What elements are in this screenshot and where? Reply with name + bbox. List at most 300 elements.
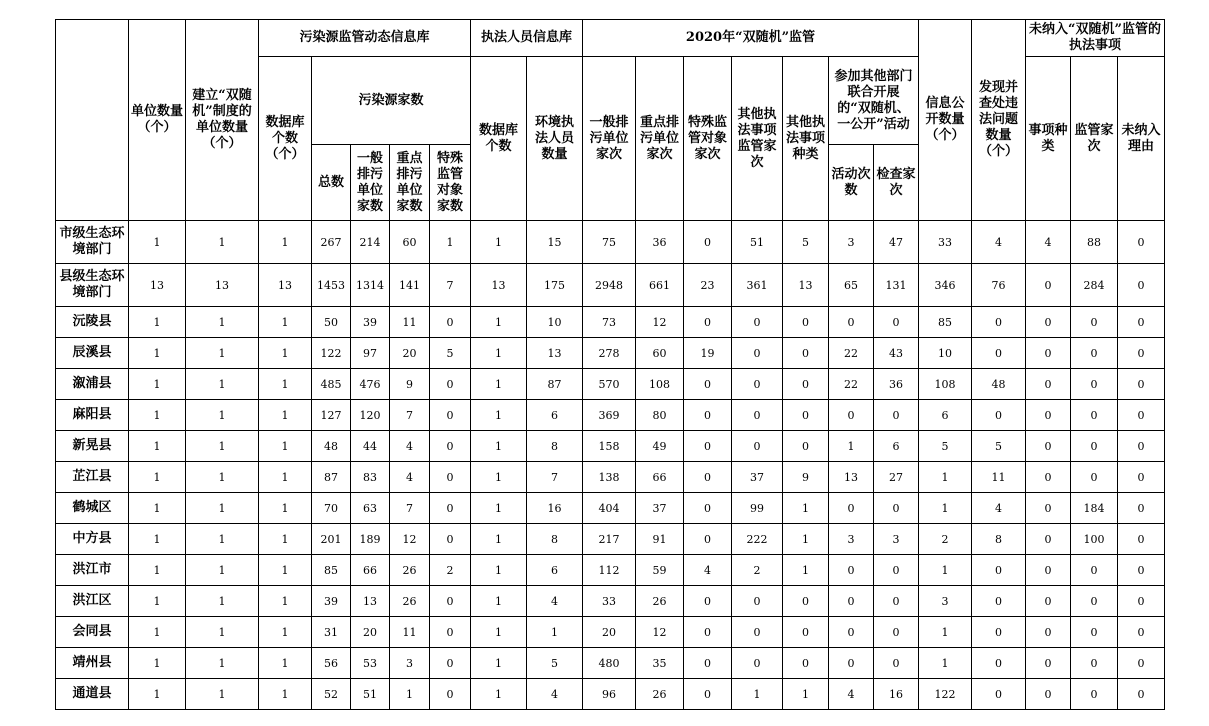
table-cell: 1	[259, 586, 312, 617]
table-cell: 2	[732, 555, 783, 586]
table-cell: 0	[1071, 462, 1118, 493]
table-cell: 0	[430, 493, 471, 524]
table-cell: 7	[390, 493, 430, 524]
table-cell: 361	[732, 264, 783, 307]
table-cell: 1	[186, 431, 259, 462]
table-cell: 2948	[583, 264, 636, 307]
table-cell: 97	[351, 338, 390, 369]
table-cell: 48	[312, 431, 351, 462]
table-cell: 1453	[312, 264, 351, 307]
table-cell: 0	[430, 462, 471, 493]
table-cell: 7	[527, 462, 583, 493]
header-pollution-db-group: 污染源监管动态信息库	[259, 20, 471, 57]
table-cell: 1	[129, 369, 186, 400]
table-cell: 1	[186, 493, 259, 524]
table-cell: 0	[972, 586, 1026, 617]
table-cell: 0	[1071, 369, 1118, 400]
table-cell: 35	[636, 648, 684, 679]
table-cell: 1	[471, 221, 527, 264]
table-cell: 13	[186, 264, 259, 307]
row-label: 中方县	[56, 524, 129, 555]
table-cell: 3	[874, 524, 919, 555]
row-label: 市级生态环境部门	[56, 221, 129, 264]
table-cell: 1	[471, 338, 527, 369]
table-cell: 120	[351, 400, 390, 431]
table-cell: 65	[829, 264, 874, 307]
table-cell: 1	[471, 586, 527, 617]
table-cell: 1	[259, 679, 312, 710]
table-cell: 63	[351, 493, 390, 524]
table-cell: 11	[390, 307, 430, 338]
table-cell: 0	[1026, 369, 1071, 400]
table-cell: 0	[684, 221, 732, 264]
table-cell: 85	[919, 307, 972, 338]
table-cell: 12	[636, 617, 684, 648]
table-cell: 0	[732, 617, 783, 648]
table-cell: 0	[874, 586, 919, 617]
table-cell: 0	[1118, 679, 1165, 710]
table-cell: 1	[129, 338, 186, 369]
table-cell: 1	[471, 648, 527, 679]
table-cell: 6	[527, 555, 583, 586]
table-cell: 31	[312, 617, 351, 648]
table-cell: 22	[829, 338, 874, 369]
table-cell: 278	[583, 338, 636, 369]
table-cell: 7	[390, 400, 430, 431]
header-sup-other-types: 其他执法事项种类	[783, 57, 829, 221]
table-cell: 3	[390, 648, 430, 679]
table-cell: 0	[783, 369, 829, 400]
table-cell: 0	[972, 617, 1026, 648]
table-cell: 1	[186, 338, 259, 369]
table-cell: 1	[186, 555, 259, 586]
table-cell: 0	[732, 431, 783, 462]
table-cell: 99	[732, 493, 783, 524]
table-cell: 1	[919, 493, 972, 524]
table-cell: 0	[1118, 586, 1165, 617]
table-cell: 1	[471, 555, 527, 586]
table-cell: 2	[919, 524, 972, 555]
table-cell: 1	[259, 431, 312, 462]
table-cell: 10	[919, 338, 972, 369]
table-cell: 4	[390, 431, 430, 462]
table-row	[56, 555, 1165, 586]
table-cell: 9	[390, 369, 430, 400]
table-cell: 0	[972, 307, 1026, 338]
table-cell: 1	[259, 338, 312, 369]
table-cell: 15	[527, 221, 583, 264]
statistics-table	[55, 19, 1165, 710]
table-cell: 5	[527, 648, 583, 679]
table-cell: 0	[732, 400, 783, 431]
table-cell: 27	[874, 462, 919, 493]
table-cell: 1	[919, 462, 972, 493]
row-label: 鹤城区	[56, 493, 129, 524]
table-row	[56, 307, 1165, 338]
table-cell: 0	[1026, 307, 1071, 338]
header-violations: 发现并查处违法问题数量（个）	[972, 20, 1026, 221]
table-cell: 8	[527, 431, 583, 462]
table-cell: 138	[583, 462, 636, 493]
table-cell: 3	[829, 524, 874, 555]
row-label: 通道县	[56, 679, 129, 710]
table-cell: 13	[783, 264, 829, 307]
table-cell: 0	[874, 400, 919, 431]
table-cell: 1	[129, 617, 186, 648]
table-cell: 0	[684, 462, 732, 493]
table-cell: 48	[972, 369, 1026, 400]
table-cell: 141	[390, 264, 430, 307]
table-cell: 2	[430, 555, 471, 586]
table-cell: 12	[636, 307, 684, 338]
table-row	[56, 264, 1165, 307]
table-cell: 1	[259, 617, 312, 648]
table-cell: 1	[259, 524, 312, 555]
table-row	[56, 400, 1165, 431]
table-cell: 1	[186, 307, 259, 338]
table-cell: 127	[312, 400, 351, 431]
table-cell: 0	[1026, 679, 1071, 710]
table-cell: 56	[312, 648, 351, 679]
table-cell: 4	[390, 462, 430, 493]
table-cell: 0	[1118, 338, 1165, 369]
table-cell: 3	[829, 221, 874, 264]
header-info-public: 信息公开数量（个）	[919, 20, 972, 221]
table-cell: 1	[919, 555, 972, 586]
row-label: 会同县	[56, 617, 129, 648]
table-cell: 184	[1071, 493, 1118, 524]
table-cell: 0	[1026, 617, 1071, 648]
table-cell: 214	[351, 221, 390, 264]
table-cell: 87	[312, 462, 351, 493]
table-cell: 0	[684, 586, 732, 617]
table-cell: 0	[1118, 524, 1165, 555]
table-cell: 16	[527, 493, 583, 524]
table-cell: 0	[829, 493, 874, 524]
table-cell: 1	[186, 369, 259, 400]
table-cell: 26	[636, 679, 684, 710]
table-cell: 76	[972, 264, 1026, 307]
table-cell: 13	[129, 264, 186, 307]
header-enforcement-group: 执法人员信息库	[471, 20, 583, 57]
table-cell: 1	[471, 524, 527, 555]
row-label: 靖州县	[56, 648, 129, 679]
table-cell: 83	[351, 462, 390, 493]
table-cell: 1	[919, 617, 972, 648]
table-cell: 1	[527, 617, 583, 648]
table-cell: 0	[972, 648, 1026, 679]
table-cell: 6	[919, 400, 972, 431]
table-cell: 4	[527, 586, 583, 617]
header-joint-count: 活动次数	[829, 145, 874, 221]
table-cell: 51	[732, 221, 783, 264]
header-not-included-group: 未纳入“双随机”监管的执法事项	[1026, 20, 1165, 57]
table-cell: 108	[919, 369, 972, 400]
table-cell: 13	[527, 338, 583, 369]
row-label: 洪江市	[56, 555, 129, 586]
table-cell: 1	[732, 679, 783, 710]
table-cell: 36	[636, 221, 684, 264]
table-cell: 1	[186, 648, 259, 679]
table-cell: 570	[583, 369, 636, 400]
header-joint-group: 参加其他部门联合开展的“双随机、一公开”活动	[829, 57, 919, 145]
table-cell: 0	[1118, 307, 1165, 338]
table-cell: 485	[312, 369, 351, 400]
table-cell: 12	[390, 524, 430, 555]
table-cell: 87	[527, 369, 583, 400]
table-cell: 108	[636, 369, 684, 400]
table-cell: 0	[783, 307, 829, 338]
table-cell: 1	[129, 524, 186, 555]
table-cell: 0	[783, 648, 829, 679]
table-cell: 201	[312, 524, 351, 555]
table-cell: 0	[1026, 586, 1071, 617]
table-cell: 0	[1026, 555, 1071, 586]
table-cell: 37	[732, 462, 783, 493]
header-pollution-source-group: 污染源家数	[312, 57, 471, 145]
table-cell: 70	[312, 493, 351, 524]
table-cell: 1	[129, 400, 186, 431]
row-label: 沅陵县	[56, 307, 129, 338]
table-cell: 36	[874, 369, 919, 400]
table-cell: 20	[390, 338, 430, 369]
table-cell: 0	[1118, 400, 1165, 431]
table-cell: 122	[312, 338, 351, 369]
table-cell: 0	[1118, 617, 1165, 648]
table-cell: 1	[129, 462, 186, 493]
table-cell: 66	[636, 462, 684, 493]
header-enf-db-count: 数据库个数	[471, 57, 527, 221]
table-cell: 0	[783, 617, 829, 648]
table-cell: 0	[1071, 679, 1118, 710]
table-cell: 1	[186, 221, 259, 264]
table-cell: 0	[732, 307, 783, 338]
row-label: 麻阳县	[56, 400, 129, 431]
table-cell: 4	[1026, 221, 1071, 264]
row-label: 洪江区	[56, 586, 129, 617]
table-cell: 0	[829, 648, 874, 679]
table-cell: 8	[972, 524, 1026, 555]
table-cell: 5	[430, 338, 471, 369]
table-row	[56, 369, 1165, 400]
table-cell: 0	[1026, 338, 1071, 369]
table-cell: 1	[259, 307, 312, 338]
table-cell: 51	[351, 679, 390, 710]
table-cell: 0	[1118, 221, 1165, 264]
header-db-count: 数据库个数（个）	[259, 57, 312, 221]
table-cell: 1	[390, 679, 430, 710]
table-cell: 33	[919, 221, 972, 264]
table-cell: 0	[684, 400, 732, 431]
table-cell: 0	[874, 493, 919, 524]
table-cell: 1	[783, 524, 829, 555]
table-cell: 20	[583, 617, 636, 648]
table-cell: 10	[527, 307, 583, 338]
table-header	[56, 20, 1165, 221]
table-cell: 1	[186, 524, 259, 555]
table-cell: 0	[684, 307, 732, 338]
header-ni-types: 事项种类	[1026, 57, 1071, 221]
table-cell: 0	[783, 400, 829, 431]
table-cell: 0	[1071, 400, 1118, 431]
table-cell: 96	[583, 679, 636, 710]
table-cell: 0	[1026, 431, 1071, 462]
table-cell: 1	[259, 400, 312, 431]
table-row	[56, 617, 1165, 648]
table-cell: 0	[430, 524, 471, 555]
table-cell: 0	[874, 307, 919, 338]
table-cell: 4	[972, 493, 1026, 524]
header-ni-reason: 未纳入理由	[1118, 57, 1165, 221]
corner-cell	[56, 20, 129, 221]
row-label: 芷江县	[56, 462, 129, 493]
table-cell: 0	[972, 555, 1026, 586]
table-cell: 404	[583, 493, 636, 524]
table-cell: 1	[259, 555, 312, 586]
table-cell: 0	[684, 617, 732, 648]
table-cell: 1	[186, 400, 259, 431]
table-row	[56, 338, 1165, 369]
header-ni-checks: 监管家次	[1071, 57, 1118, 221]
table-cell: 131	[874, 264, 919, 307]
table-cell: 7	[430, 264, 471, 307]
table-cell: 1	[129, 493, 186, 524]
table-cell: 5	[783, 221, 829, 264]
table-cell: 59	[636, 555, 684, 586]
table-cell: 0	[732, 586, 783, 617]
table-row	[56, 221, 1165, 264]
table-row	[56, 679, 1165, 710]
table-cell: 6	[874, 431, 919, 462]
header-supervision-group: 2020年“双随机”监管	[583, 20, 919, 57]
table-cell: 26	[390, 586, 430, 617]
table-cell: 0	[874, 648, 919, 679]
table-cell: 91	[636, 524, 684, 555]
table-cell: 39	[312, 586, 351, 617]
table-cell: 60	[636, 338, 684, 369]
table-cell: 1	[783, 493, 829, 524]
table-cell: 122	[919, 679, 972, 710]
header-sup-key: 重点排污单位家次	[636, 57, 684, 221]
table-cell: 16	[874, 679, 919, 710]
table-cell: 0	[430, 369, 471, 400]
table-cell: 1	[471, 462, 527, 493]
table-cell: 1	[430, 221, 471, 264]
table-cell: 4	[527, 679, 583, 710]
table-cell: 0	[732, 338, 783, 369]
table-cell: 88	[1071, 221, 1118, 264]
table-cell: 1	[129, 307, 186, 338]
table-cell: 1	[259, 369, 312, 400]
table-cell: 0	[829, 586, 874, 617]
table-cell: 0	[684, 369, 732, 400]
table-cell: 20	[351, 617, 390, 648]
table-cell: 0	[829, 555, 874, 586]
table-row	[56, 462, 1165, 493]
table-body	[56, 221, 1165, 710]
table-cell: 0	[1071, 648, 1118, 679]
header-sup-special: 特殊监管对象家次	[684, 57, 732, 221]
table-cell: 26	[636, 586, 684, 617]
table-cell: 158	[583, 431, 636, 462]
header-general-units: 一般排污单位家数	[351, 145, 390, 221]
table-cell: 217	[583, 524, 636, 555]
header-joint-checks: 检查家次	[874, 145, 919, 221]
table-row	[56, 648, 1165, 679]
table-cell: 8	[527, 524, 583, 555]
table-cell: 13	[471, 264, 527, 307]
table-cell: 0	[783, 431, 829, 462]
table-cell: 52	[312, 679, 351, 710]
table-cell: 23	[684, 264, 732, 307]
table-cell: 0	[1071, 617, 1118, 648]
table-cell: 0	[972, 400, 1026, 431]
table-cell: 1	[471, 307, 527, 338]
table-cell: 0	[684, 679, 732, 710]
table-cell: 0	[1118, 493, 1165, 524]
table-cell: 0	[1071, 338, 1118, 369]
table-cell: 0	[1118, 431, 1165, 462]
row-label: 辰溪县	[56, 338, 129, 369]
table-cell: 0	[684, 431, 732, 462]
header-total: 总数	[312, 145, 351, 221]
table-row	[56, 431, 1165, 462]
table-cell: 1	[471, 369, 527, 400]
table-row	[56, 524, 1165, 555]
table-cell: 1	[129, 431, 186, 462]
table-cell: 0	[783, 586, 829, 617]
table-cell: 0	[1118, 555, 1165, 586]
table-cell: 0	[874, 617, 919, 648]
table-cell: 1	[186, 586, 259, 617]
table-cell: 0	[1071, 431, 1118, 462]
header-system-count: 建立“双随机”制度的单位数量（个）	[186, 20, 259, 221]
header-enf-staff: 环境执法人员数量	[527, 57, 583, 221]
table-cell: 33	[583, 586, 636, 617]
table-cell: 0	[430, 617, 471, 648]
table-cell: 37	[636, 493, 684, 524]
table-cell: 267	[312, 221, 351, 264]
table-cell: 1	[471, 493, 527, 524]
table-cell: 0	[1026, 264, 1071, 307]
table-cell: 0	[829, 617, 874, 648]
table-cell: 49	[636, 431, 684, 462]
table-cell: 0	[1118, 462, 1165, 493]
table-cell: 73	[583, 307, 636, 338]
table-cell: 661	[636, 264, 684, 307]
table-cell: 175	[527, 264, 583, 307]
table-row	[56, 586, 1165, 617]
table-cell: 1	[186, 617, 259, 648]
table-cell: 44	[351, 431, 390, 462]
table-cell: 6	[527, 400, 583, 431]
table-cell: 0	[430, 586, 471, 617]
table-cell: 1	[129, 586, 186, 617]
table-cell: 0	[732, 648, 783, 679]
table-cell: 0	[829, 307, 874, 338]
header-special-objects: 特殊监管对象家数	[430, 145, 471, 221]
table-cell: 1	[471, 400, 527, 431]
table-cell: 369	[583, 400, 636, 431]
table-cell: 1	[129, 679, 186, 710]
table-cell: 1	[783, 679, 829, 710]
table-cell: 4	[684, 555, 732, 586]
table-cell: 5	[972, 431, 1026, 462]
table-cell: 80	[636, 400, 684, 431]
table-cell: 1	[783, 555, 829, 586]
table-cell: 284	[1071, 264, 1118, 307]
table-cell: 1	[829, 431, 874, 462]
